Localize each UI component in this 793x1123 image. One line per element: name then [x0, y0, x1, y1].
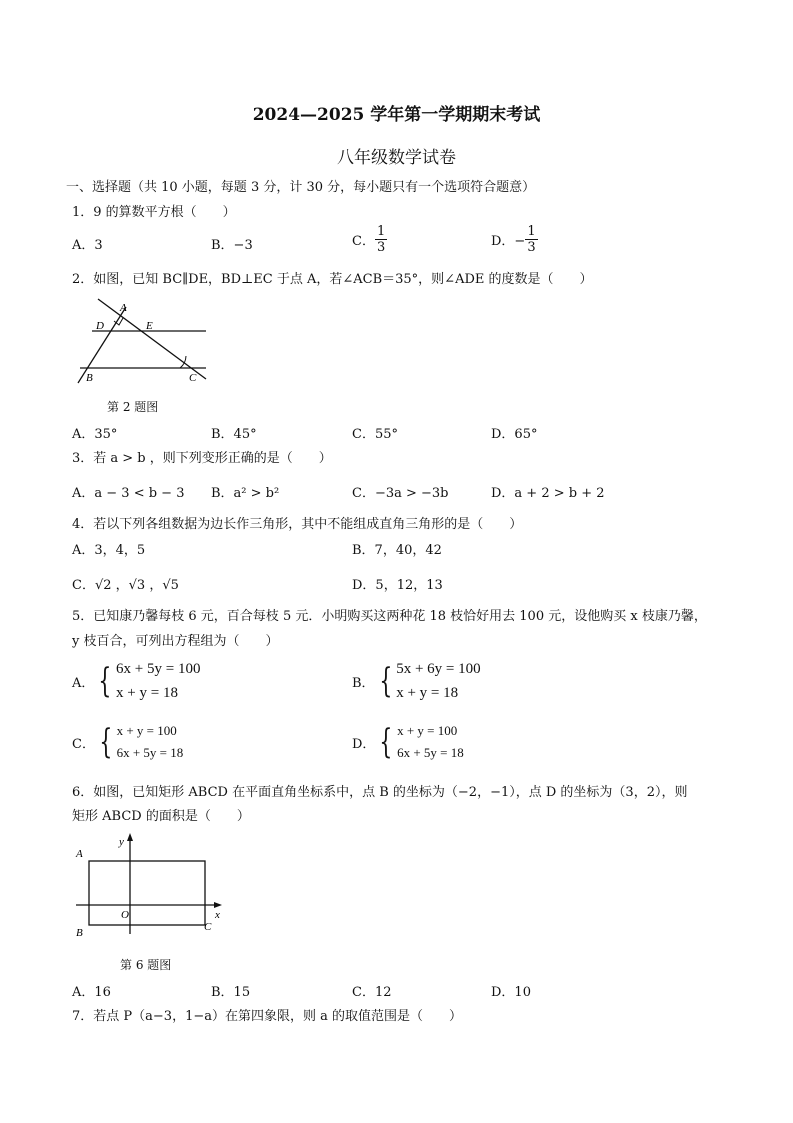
fraction-denominator: 3: [527, 240, 536, 255]
question-6-figure-caption: 第 6 题图: [120, 958, 172, 972]
q3-option-d: D．a + 2 > b + 2: [491, 486, 605, 501]
q4-option-b: B．7，40，42: [352, 543, 442, 558]
q5-option-b: [352, 657, 481, 705]
label-c: C: [189, 372, 197, 384]
label-b: B: [76, 927, 83, 939]
exam-title: 2024—2025 学年第一学期期末考试: [252, 105, 541, 125]
q6-option-b: B．15: [211, 985, 251, 1000]
question-6-figure: [72, 830, 237, 940]
label-y: y: [119, 836, 124, 848]
q6-option-d: D．10: [491, 985, 531, 1000]
question-5-stem-line2: y 枝百合，可列出方程组为（ ）: [72, 634, 279, 649]
equation-system-a: [94, 657, 200, 705]
brace-icon: {: [99, 722, 113, 762]
q1-option-c: [352, 224, 387, 255]
question-3-stem: 3．若 a > b ，则下列变形正确的是（ ）: [72, 451, 332, 466]
exam-subtitle: 八年级数学试卷: [337, 148, 456, 168]
fraction-numerator: 1: [376, 224, 386, 239]
q4-option-c: C．√2 ，√3 ，√5: [72, 578, 179, 593]
brace-icon: {: [98, 661, 112, 701]
equation-line: 5x + 6y = 100: [396, 661, 481, 677]
q1-option-c-fraction: [375, 224, 387, 255]
q1-option-d-fraction: [525, 224, 537, 255]
q4-option-a: A．3，4，5: [72, 543, 146, 558]
q5-option-b-label: B．: [352, 675, 375, 691]
label-e: E: [146, 320, 153, 332]
question-6-stem-line2: 矩形 ABCD 的面积是（ ）: [72, 809, 250, 824]
q6-option-c: C．12: [352, 985, 392, 1000]
label-x: x: [215, 909, 220, 921]
label-a: A: [76, 848, 83, 860]
fraction-numerator: 1: [527, 224, 536, 239]
question-6-stem-line1: 6．如图，已知矩形 ABCD 在平面直角坐标系中，点 B 的坐标为（−2，−1），点 D 的坐标为（3，2），则: [72, 785, 688, 800]
question-2-figure-caption: 第 2 题图: [107, 400, 159, 414]
y-axis-arrow-icon: [127, 833, 133, 841]
question-2-stem: 2．如图，已知 BC∥DE，BD⊥EC 于点 A，若∠ACB＝35°，则∠ADE 的度数是（ ）: [72, 272, 593, 287]
label-o: O: [121, 909, 129, 921]
q1-option-d-label: D．−: [491, 234, 526, 249]
label-c: C: [204, 921, 212, 933]
q1-option-d: [491, 224, 538, 255]
q6-option-a: A．16: [72, 985, 111, 1000]
q5-option-c: [72, 720, 183, 764]
q3-option-b: B．a² > b²: [211, 486, 280, 501]
q2-option-c: C．55°: [352, 427, 398, 442]
equation-line: 6x + 5y = 100: [116, 661, 201, 677]
brace-icon: {: [379, 722, 393, 762]
q5-option-a: [72, 657, 200, 705]
fraction-denominator: 3: [376, 240, 386, 255]
q1-option-a: A．3: [72, 238, 103, 253]
question-1-stem: 1．9 的算数平方根（ ）: [72, 205, 236, 220]
question-5-stem-line1: 5．已知康乃馨每枝 6 元，百合每枝 5 元．小明购买这两种花 18 枝恰好用去 100 元，设他购买 x 枝康乃馨，: [72, 609, 707, 624]
question-4-stem: 4．若以下列各组数据为边长作三角形，其中不能组成直角三角形的是（ ）: [72, 517, 523, 532]
q5-option-d-label: D．: [352, 736, 376, 752]
equation-system-b: [375, 657, 481, 705]
brace-icon: {: [378, 661, 392, 701]
q1-option-b: B．−3: [211, 238, 253, 253]
equation-line: x + y = 100: [397, 723, 458, 738]
rectangle-abcd: [89, 861, 205, 925]
q2-option-a: A．35°: [72, 427, 118, 442]
line-ac: [98, 299, 206, 379]
q3-option-c: C．−3a > −3b: [352, 486, 449, 501]
q2-option-d: D．65°: [491, 427, 538, 442]
label-d: D: [96, 320, 104, 332]
question-7-stem: 7．若点 P（a−3，1−a）在第四象限，则 a 的取值范围是（ ）: [72, 1009, 462, 1024]
equation-system-d: [375, 720, 463, 764]
q2-option-b: B．45°: [211, 427, 257, 442]
label-b: B: [86, 372, 93, 384]
question-2-figure: [74, 295, 214, 387]
equation-line: 6x + 5y = 18: [116, 745, 184, 760]
q1-option-c-label: C．: [352, 234, 375, 249]
equation-line: x + y = 18: [396, 685, 459, 701]
equation-line: x + y = 18: [116, 685, 178, 701]
q3-option-a: A．a − 3 < b − 3: [72, 486, 185, 501]
q5-option-c-label: C．: [72, 736, 95, 752]
x-axis-arrow-icon: [214, 902, 222, 908]
q4-option-d: D．5，12，13: [352, 578, 443, 593]
equation-line: 6x + 5y = 18: [397, 745, 464, 760]
label-a: A: [120, 302, 127, 314]
section-heading: 一、选择题（共 10 小题，每题 3 分，计 30 分，每小题只有一个选项符合题意）: [66, 180, 536, 195]
q5-option-d: [352, 720, 464, 764]
equation-system-c: [95, 720, 183, 764]
q5-option-a-label: A．: [72, 675, 95, 691]
equation-line: x + y = 100: [116, 723, 177, 738]
